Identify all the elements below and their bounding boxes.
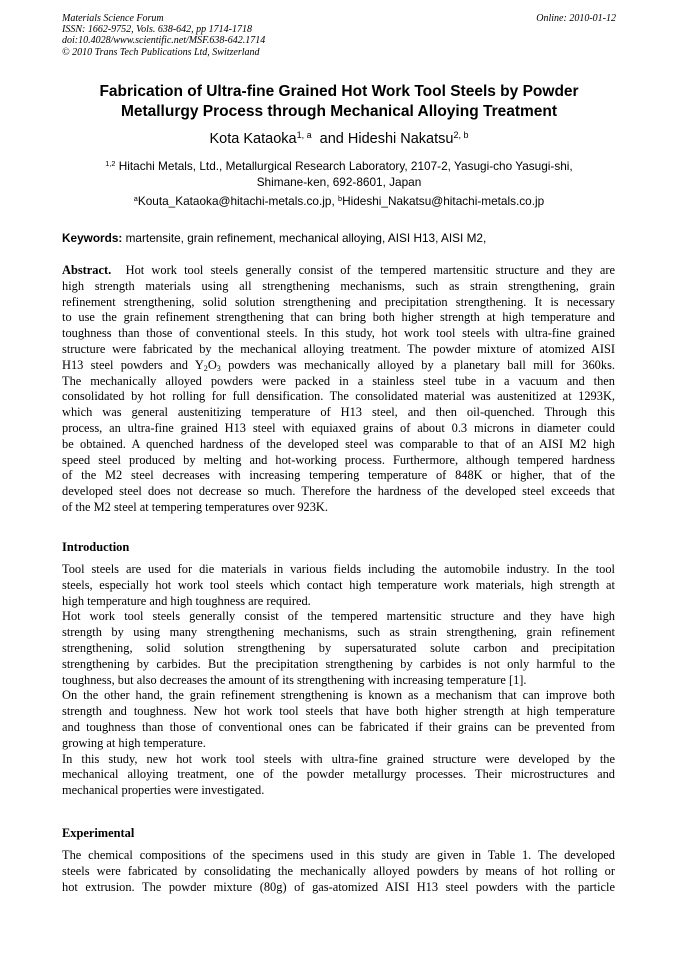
email-superscript: b bbox=[338, 193, 343, 203]
experimental-body bbox=[62, 848, 615, 895]
paragraph-line: of the M2 steel decreases with increasing tempering temperature of 848K or higher, that of the bbox=[62, 468, 615, 483]
paragraph-line: of the M2 steel at tempering temperatures over 923K. bbox=[62, 499, 328, 514]
running-header bbox=[62, 13, 616, 58]
email-superscript: a bbox=[133, 193, 138, 203]
paragraph-line: high temperature and high toughness are required. bbox=[62, 593, 311, 608]
author-superscript: 1, a bbox=[296, 130, 312, 141]
paragraph-line: Tool steels are used for die materials in various fields including the automobile industry. In the tool bbox=[62, 562, 615, 576]
abstract-label: Abstract. bbox=[62, 263, 112, 277]
paragraph-line: be obtained. A quenched hardness of the developed steel was comparable to that of an AISI M2 high bbox=[62, 436, 615, 451]
keywords-text: martensite, grain refinement, mechanical alloying, AISI H13, AISI M2, bbox=[125, 231, 487, 245]
author-name: Hideshi Nakatsu bbox=[347, 131, 454, 147]
paragraph-line: toughness, but also decreases the amount of its strengthening with increasing temperature [1]. bbox=[62, 672, 527, 687]
paragraph-line: strength by using many strengthening mechanisms, such as strain strengthening, grain refinement bbox=[62, 625, 615, 640]
introduction-body bbox=[62, 562, 615, 799]
paragraph-line: The mechanically alloyed powders were packed in a stainless steel tube in a vacuum and then bbox=[62, 373, 615, 388]
paragraph-line: Abstract. Hot work tool steels generally consist of the tempered martensitic structure and they are bbox=[62, 263, 615, 277]
paper-title bbox=[62, 82, 616, 122]
author-list bbox=[62, 130, 616, 148]
paragraph-line: Hot work tool steels generally consist of the tempered martensitic structure and they have high bbox=[62, 609, 615, 624]
paragraph-line: mechanical properties were investigated. bbox=[62, 783, 265, 798]
section-heading-introduction: Introduction bbox=[62, 540, 130, 554]
issn-line: ISSN: 1662-9752, Vols. 638-642, pp 1714-1718 bbox=[62, 24, 252, 36]
keywords-label: Keywords: bbox=[62, 231, 123, 245]
email-link[interactable]: Hideshi_Nakatsu@hitachi-metals.co.jp bbox=[342, 194, 545, 208]
doi-line: doi:10.4028/www.scientific.net/MSF.638-642.1714 bbox=[62, 35, 266, 47]
paragraph-line: which was general austenitizing temperature of H13 steel, and then oil-quenched. Through this bbox=[62, 405, 615, 420]
affiliation-superscript: 1,2 bbox=[105, 158, 116, 168]
paragraph-line: and toughness than those of conventional ones can be fabricated if their grains can be prevented from bbox=[62, 719, 615, 734]
paragraph-line: strengthening by carbides. But the precipitation strengthening by carbides is not only harmful to the bbox=[62, 656, 615, 671]
affiliation bbox=[62, 158, 616, 190]
paragraph-line: structure were fabricated by the mechanical alloying treatment. The powder mixture of atomized AISI bbox=[62, 341, 615, 356]
paragraph-line: speed steel produced by melting and hot-working process. Furthermore, although tempered hardness bbox=[62, 452, 615, 467]
paragraph-line: H13 steel powders and $Y_2O_3$ powders was mechanically alloyed by a planetary ball mill for 360ks. bbox=[62, 357, 615, 373]
affiliation-line-2: Shimane-ken, 692-8601, Japan bbox=[256, 175, 422, 189]
paragraph-line: toughness than those of conventional steels. In this study, hot work tool steels with ultra-fine grained bbox=[62, 326, 615, 341]
author-name: Kota Kataoka bbox=[209, 131, 297, 147]
paragraph-line: strength and toughness. New hot work tool steels that have both higher strength at high temperature bbox=[62, 704, 615, 719]
email-link[interactable]: Kouta_Kataoka@hitachi-metals.co.jp, bbox=[137, 194, 335, 208]
title-line-2: Metallurgy Process through Mechanical Alloying Treatment bbox=[120, 103, 558, 120]
abstract bbox=[62, 263, 615, 516]
paragraph-line: refinement strengthening, solid solution strengthening and precipitation strengthening. It is necessary bbox=[62, 294, 615, 309]
journal-name: Materials Science Forum bbox=[62, 13, 164, 24]
copyright-line: © 2010 Trans Tech Publications Ltd, Switzerland bbox=[62, 46, 260, 58]
author-conjunction: and bbox=[319, 131, 344, 147]
author-emails bbox=[62, 194, 616, 209]
affiliation-line-1: Hitachi Metals, Ltd., Metallurgical Research Laboratory, 2107-2, Yasugi-cho Yasugi-shi, bbox=[118, 159, 573, 173]
paragraph-line: steels, especially hot work tool steels which contact high temperature work materials, high strength at bbox=[62, 577, 615, 592]
paragraph-line: to use the grain refinement strengthening that can bring both higher strength at high temperature and bbox=[62, 310, 615, 325]
section-heading-experimental: Experimental bbox=[62, 826, 135, 840]
paragraph-line: On the other hand, the grain refinement strengthening is known as a mechanism that can improve both bbox=[62, 688, 615, 703]
paragraph-line: In this study, new hot work tool steels with ultra-fine grained structure were developed by the bbox=[62, 751, 615, 766]
paragraph-line: hot extrusion. The powder mixture (80g) of gas-atomized AISI H13 steel powders with the particle bbox=[62, 879, 615, 894]
keywords bbox=[62, 231, 622, 246]
paragraph-line: steels were fabricated by consolidating the mechanically alloyed powders by means of hot rolling or bbox=[62, 863, 615, 878]
paragraph-line: developed steel does not decrease so much. Therefore the hardness of the developed steel exceeds that bbox=[62, 484, 615, 499]
title-line-1: Fabrication of Ultra-fine Grained Hot Work Tool Steels by Powder bbox=[99, 83, 579, 100]
paragraph-line: growing at high temperature. bbox=[62, 735, 206, 750]
online-date: Online: 2010-01-12 bbox=[536, 13, 616, 24]
author-superscript: 2, b bbox=[453, 130, 469, 141]
paragraph-line: mechanical alloying treatment, one of the powder metallurgy processes. Their microstructures and bbox=[62, 767, 615, 782]
paragraph-line: The chemical compositions of the specimens used in this study are given in Table 1. The developed bbox=[62, 848, 615, 862]
paragraph-line: consolidated by hot rolling for full densification. The consolidated material was austenitized at 1293K, bbox=[62, 389, 615, 404]
paragraph-line: process, an ultra-fine grained H13 steel with equiaxed grains of about 0.3 microns in diameter could bbox=[62, 420, 615, 435]
paragraph-line: strengthening, solid solution strengthening by supersaturated solute carbon and precipitation bbox=[62, 640, 615, 655]
paragraph-line: high strength materials using all strengthening mechanisms, such as strain strengthening, grain bbox=[62, 278, 615, 293]
